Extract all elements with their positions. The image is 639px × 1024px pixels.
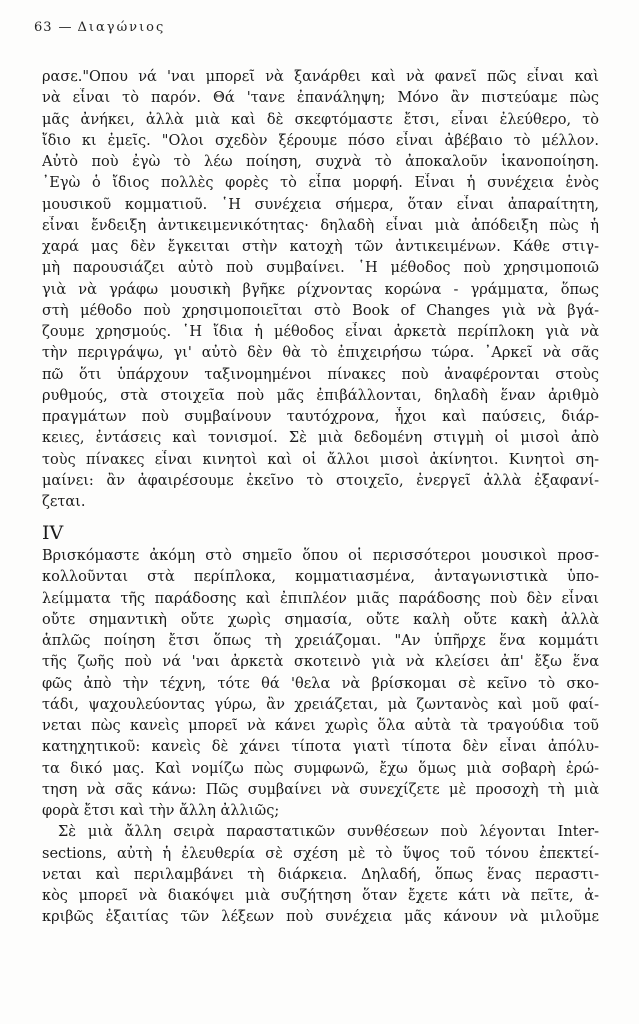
text-line: ζουμε χρησμούς. ῾Η ἴδια ἡ μέθοδος εἶναι ἀρκετὰ περίπλοκη γιὰ νὰ — [42, 324, 599, 340]
text-line: ζεται. — [42, 494, 86, 510]
text-line: ᾿Εγὼ ὁ ἴδιος πολλὲς φορὲς τὸ εἶπα μορφή. Εἶναι ἡ συνέχεια ἑνὸς — [42, 175, 599, 192]
text-line: τα δικό μας. Καὶ νομίζω πὼς συμφωνῶ, ἔχω ὅμως μιὰ σοβαρὴ ἐρώ- — [42, 760, 599, 777]
running-head-separator: — — [58, 20, 72, 35]
running-head — [34, 20, 165, 35]
running-head-title: Διαγώνιος — [77, 20, 166, 35]
text-line: χαρά μας δὲν ἔγκειται στὴν κατοχὴ τῶν ἀντικειμένων. Κάθε στιγ- — [42, 239, 599, 255]
text-line: ρασε."Οπου νά 'ναι μπορεῖ νὰ ξανάρθει καὶ νὰ φανεῖ πῶς εἶναι καὶ — [42, 69, 599, 85]
text-line: κολλοῦνται στὰ περίπλοκα, κομματιασμένα, ἀνταγωνιστικὰ ὑπο- — [42, 569, 599, 586]
text-line: Σὲ μιὰ ἄλλη σειρὰ παραστατικῶν συνθέσεων ποὺ λέγονται Inter- — [58, 824, 599, 841]
text-line: κειες, ἐντάσεις καὶ τονισμοί. Σὲ μιὰ δεδομένη στιγμὴ οἱ μισοὶ ἀπὸ — [42, 430, 599, 447]
text-line: τῆς ζωῆς ποὺ νά 'ναι ἀρκετὰ σκοτεινὸ γιὰ νὰ κλείσει ἀπ' ἔξω ἕνα — [42, 654, 599, 671]
text-line: Βρισκόμαστε ἀκόμη στὸ σημεῖο ὅπου οἱ περισσότεροι μουσικοὶ προσ- — [42, 548, 599, 564]
text-line: μὴ παρουσιάζει αὐτὸ ποὺ συμβαίνει. ῾Η μέθοδος ποὺ χρησιμοποιῶ — [42, 260, 599, 277]
text-line: μαίνει: ἂν ἀφαιρέσουμε ἐκεῖνο τὸ στοιχεῖο, ἐνεργεῖ ἀλλὰ ἐξαφανί- — [42, 472, 599, 489]
text-line: τοὺς πίνακες εἶναι κινητοὶ καὶ οἱ ἄλλοι μισοὶ ἀκίνητοι. Κινητοὶ ση- — [42, 451, 599, 468]
text-line: εἶναι ἔνδειξη ἀντικειμενικότητας· δηλαδὴ εἶναι μιὰ ἀπόδειξη πὼς ἡ — [42, 217, 599, 234]
text-line: ρυθμούς, στὰ στοιχεῖα ποὺ μᾶς ἐπιβάλλονται, δηλαδὴ ἕναν ἀριθμὸ — [42, 387, 599, 404]
section-heading: IV — [42, 522, 64, 544]
text-line: πραγμάτων ποὺ συμβαίνουν ταυτόχρονα, ἦχοι καὶ παύσεις, διάρ- — [42, 409, 599, 425]
text-line: sections, αὐτὴ ἡ ἐλευθερία σὲ σχέση μὲ τὸ ὕψος τοῦ τόνου ἐπεκτεί- — [42, 845, 599, 862]
text-line: νὰ εἶναι τὸ παρόν. Θά 'τανε ἐπανάληψη; Μόνο ἂν πιστεύαμε πὼς — [42, 90, 599, 107]
text-line: Αὐτὸ ποὺ ἐγὼ τὸ λέω ποίηση, συχνὰ τὸ ἀποκαλοῦν ἱκανοποίηση. — [42, 154, 599, 170]
text-line: στὴ μέθοδο ποὺ χρησιμοποιεῖται στὸ Book of Changes γιὰ νὰ βγά- — [42, 302, 599, 319]
page-number: 63 — [34, 20, 53, 35]
text-line: κὸς μπορεῖ νὰ διακόψει μιὰ συζήτηση ὅταν ἔχετε κάτι νὰ πεῖτε, ἀ- — [42, 888, 599, 904]
text-line: φῶς ἀπὸ τὴν τέχνη, τότε θά 'θελα νὰ βρίσκομαι σὲ κεῖνο τὸ σκο- — [42, 675, 599, 692]
text-line: λείμματα τῆς παράδοσης καὶ ἐπιπλέον μιᾶς παράδοσης ποὺ δὲν εἶναι — [42, 590, 599, 607]
text-line: κριβῶς ἐξαιτίας τῶν λέξεων ποὺ συνέχεια μᾶς κάνουν νὰ μιλοῦμε — [42, 909, 599, 926]
text-line: φορὰ ἔτσι καὶ τὴν ἄλλη ἀλλιῶς; — [42, 803, 280, 819]
text-line: οὔτε σημαντικὴ οὔτε χωρὶς σημασία, οὔτε καλὴ οὔτε κακὴ ἀλλὰ — [42, 611, 599, 628]
text-line: ἴδιο κι ἐμεῖς. "Ολοι σχεδὸν ξέρουμε πόσο εἶναι ἀβέβαιο τὸ μέλλον. — [42, 132, 599, 149]
paragraph-2 — [42, 546, 599, 929]
text-line: τάδι, ψαχουλεύοντας γύρω, ἂν χρειάζεται, μὰ ζωντανὸς καὶ μοῦ φαί- — [42, 696, 599, 713]
text-line: μᾶς ἀνήκει, ἀλλὰ μιὰ καὶ δὲ σκεφτόμαστε ἔτσι, εἶναι ἐλεύθερο, τὸ — [42, 111, 599, 128]
text-line: τὴν περιγράψω, γι' αὐτὸ δὲν θὰ τὸ ἐπιχειρήσω τώρα. ᾿Αρκεῖ νὰ σᾶς — [42, 345, 599, 362]
text-line: γιὰ νὰ γράφω μουσικὴ βγῆκε ρίχνοντας κορώνα - γράμματα, ὅπως — [42, 281, 599, 298]
paragraph-1 — [42, 67, 599, 513]
text-line: τηση νὰ σᾶς κάνω: Πῶς συμβαίνει νὰ συνεχίζετε μὲ προσοχὴ τὴ μιὰ — [42, 781, 599, 798]
text-line: νεται πὼς κανεὶς μπορεῖ νὰ κάνει χωρὶς ὅλα αὐτὰ τὰ τραγούδια τοῦ — [42, 718, 599, 734]
text-line: ἁπλῶς ποίηση ἔτσι ὅπως τὴ χρειάζομαι. "Αν ὑπῆρχε ἕνα κομμάτι — [42, 633, 599, 649]
text-line: πῶ ὅτι ὑπάρχουν ταξινομημένοι πίνακες ποὺ ἀναφέρονται στοὺς — [42, 366, 599, 383]
text-line: μουσικοῦ κομματιοῦ. ῾Η συνέχεια σήμερα, ὅταν εἶναι ἀπαραίτητη, — [42, 196, 599, 213]
text-line: νεται καὶ περιλαμβάνει τὴ διάρκεια. Δηλαδή, ὅπως ἕνας περαστι- — [42, 866, 599, 883]
text-line: κατηχητικοῦ: κανεὶς δὲ χάνει τίποτα γιατὶ τίποτα δὲν εἶναι ἀπόλυ- — [42, 739, 599, 756]
